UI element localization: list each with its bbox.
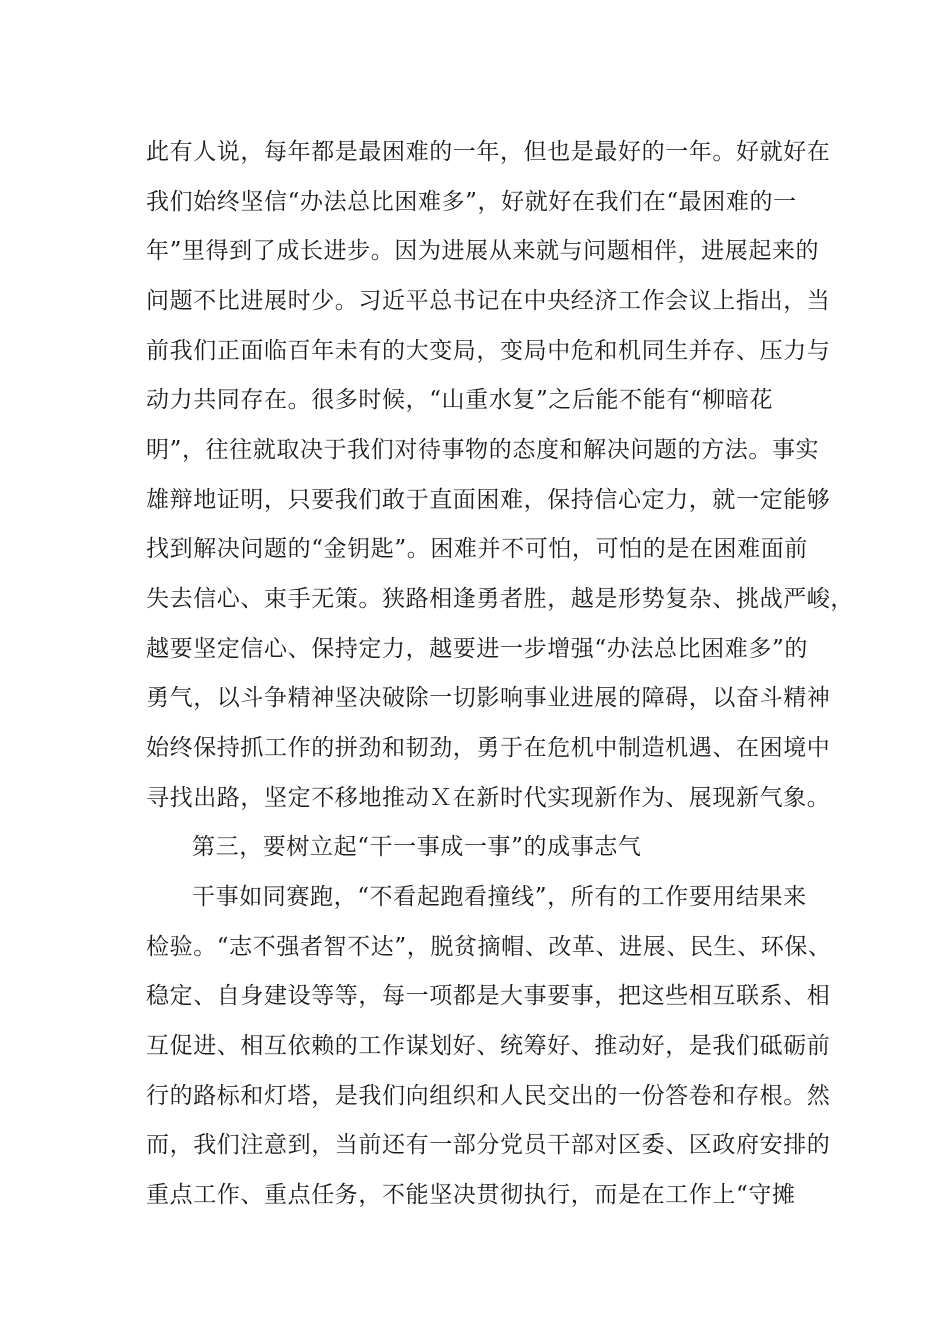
text-line-18: 稳定、自身建设等等，每一项都是大事要事，把这些相互联系、相 [146,983,831,1009]
text-line-7: 明”，往往就取决于我们对待事物的态度和解决问题的方法。事实 [146,437,820,463]
text-line-9: 找到解决问题的“金钥匙”。困难并不可怕，可怕的是在困难面前 [146,536,808,562]
text-line-14: 寻找出路，坚定不移地推动Ｘ在新时代实现新作为、展现新气象。 [146,785,831,811]
text-line-2: 我们始终坚信“办法总比困难多”，好就好在我们在“最困难的一 [146,189,797,215]
text-line-20: 行的路标和灯塔，是我们向组织和人民交出的一份答卷和存根。然 [146,1083,831,1109]
text-line-5: 前我们正面临百年未有的大变局，变局中危和机同生并存、压力与 [146,338,831,364]
text-line-1: 此有人说，每年都是最困难的一年，但也是最好的一年。好就好在 [146,139,831,165]
text-line-16: 干事如同赛跑，“不看起跑看撞线”，所有的工作要用结果来 [192,884,807,910]
text-line-4: 问题不比进展时少。习近平总书记在中央经济工作会议上指出，当 [146,288,831,314]
text-line-12: 勇气，以斗争精神坚决破除一切影响事业进展的障碍，以奋斗精神 [146,685,831,711]
text-line-11: 越要坚定信心、保持定力，越要进一步增强“办法总比困难多”的 [146,636,808,662]
text-line-17: 检验。“志不强者智不达”，脱贫摘帽、改革、进展、民生、环保、 [146,934,832,960]
text-line-13: 始终保持抓工作的拼劲和韧劲，勇于在危机中制造机遇、在困境中 [146,735,831,761]
text-line-3: 年”里得到了成长进步。因为进展从来就与问题相伴，进展起来的 [146,238,820,264]
section-heading: 第三，要树立起“干一事成一事”的成事志气 [192,834,642,860]
text-line-19: 互促进、相互依赖的工作谋划好、统筹好、推动好，是我们砥砺前 [146,1033,831,1059]
text-line-8: 雄辩地证明，只要我们敢于直面困难，保持信心定力，就一定能够 [146,487,831,513]
text-line-6: 动力共同存在。很多时候，“山重水复”之后能不能有“柳暗花 [146,387,774,413]
text-line-21: 而，我们注意到，当前还有一部分党员干部对区委、区政府安排的 [146,1132,831,1158]
text-line-10: 失去信心、束手无策。狭路相逢勇者胜，越是形势复杂、挑战严峻， [146,586,854,612]
text-line-22: 重点工作、重点任务，不能坚决贯彻执行，而是在工作上“守摊 [146,1182,796,1208]
